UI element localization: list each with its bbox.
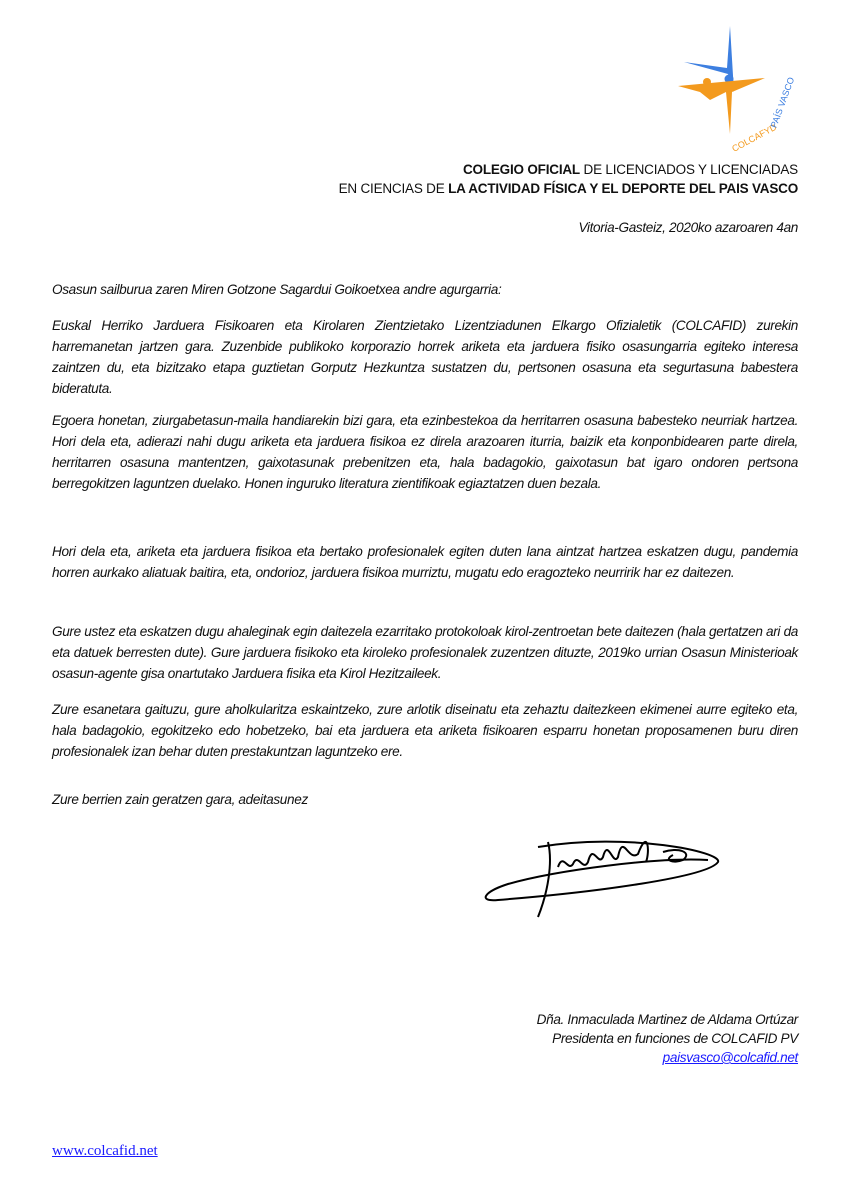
signature-block [537,1010,798,1067]
org-name-line2-bold: LA ACTIVIDAD FÍSICA Y EL DEPORTE DEL PAIS VASCO [448,181,798,196]
paragraph-1: Euskal Herriko Jarduera Fisikoaren eta Kirolaren Zientzietako Lizentziadunen Elkargo Ofizialetik (COLCAFID) zurekin harremanetan jartzen gara. Zuzenbide publikoko korporazio horrek ariketa eta jarduera fisiko osasungarria egiteko interesa zaintzen du, eta bizitzako etapa guztietan Gorputz Hezkuntza sustatzen du, pertsonen osasuna eta segurtasuna babestera bideratuta. [52,318,798,396]
org-name-bold: COLEGIO OFICIAL [462,162,580,177]
salutation: Osasun sailburua zaren Miren Gotzone Sagardui Goikoetxea andre agurgarria: [52,282,502,297]
signatory-role: Presidenta en funciones de COLCAFID PV [552,1031,798,1046]
letterhead [339,160,798,198]
paragraph-4: Gure ustez eta eskatzen dugu ahaleginak egin daitezela ezarritako protokoloak kirol-zentroetan bete daitezen (hala gertatzen ari da eta datuek berresten dute). Gure jarduera fisikoko eta kiroleko profesionalek zuzentzen dituzte, 2019ko urrian Osasun Ministerioak osasun-agente gisa onartutako Jarduera fisika eta Kirol Hezitzaileek. [52,624,798,681]
logo-text-orange: COLCAFYD [730,121,779,154]
signatory-name: Dña. Inmaculada Martinez de Aldama Ortúzar [536,1012,798,1027]
org-name-line2: EN CIENCIAS DE [338,181,449,196]
paragraph-5: Zure esanetara gaituzu, gure aholkularitza eskaintzeko, zure arlotik diseinatu eta zehaztu daitezkeen ekimenei aurre egiteko eta, hala badagokio, egokitzeko edo hobetzeko, bai eta jarduera eta ariketa fisikoaren esparru honetan proposamenen buru diren profesionalek izan behar duten prestakuntzan laguntzeko ere. [52,702,798,759]
signatory-email-link[interactable]: paisvasco@colcafid.net [662,1050,798,1065]
website-link[interactable]: www.colcafid.net [52,1143,158,1159]
logo-text-blue: PAÍS VASCO [768,75,797,130]
colcafyd-logo [670,22,800,157]
paragraph-3: Hori dela eta, ariketa eta jarduera fisikoa eta bertako profesionalek egiten duten lana aintzat hartzea eskatzen dugu, pandemia horren aurkako aliatuak baitira, eta, ondorioz, jarduera fisikoa murriztu, mugatu edo eragozteko neurririk har ez daitezen. [52,544,798,580]
letter-date: Vitoria-Gasteiz, 2020ko azaroaren 4an [578,220,798,235]
closing: Zure berrien zain geratzen gara, adeitasunez [52,792,308,807]
org-name-rest: DE LICENCIADOS Y LICENCIADAS [579,162,798,177]
paragraph-2: Egoera honetan, ziurgabetasun-maila handiarekin bizi gara, eta ezinbestekoa da herritarren osasuna babesteko neurriak hartzea. Hori dela eta, adierazi nahi dugu ariketa eta jarduera fisikoa ez direla arazoaren iturria, baizik eta konponbidearen parte direla, herritarren osasuna mantentzen, gaixotasunak prebenitzen eta, hala badagokio, gaixotasun bat igaro ondoren pertsona berregokitzen laguntzen duelako. Honen inguruko literatura zientifikoak egiaztatzen duen bezala. [52,413,798,491]
signature [478,822,728,922]
